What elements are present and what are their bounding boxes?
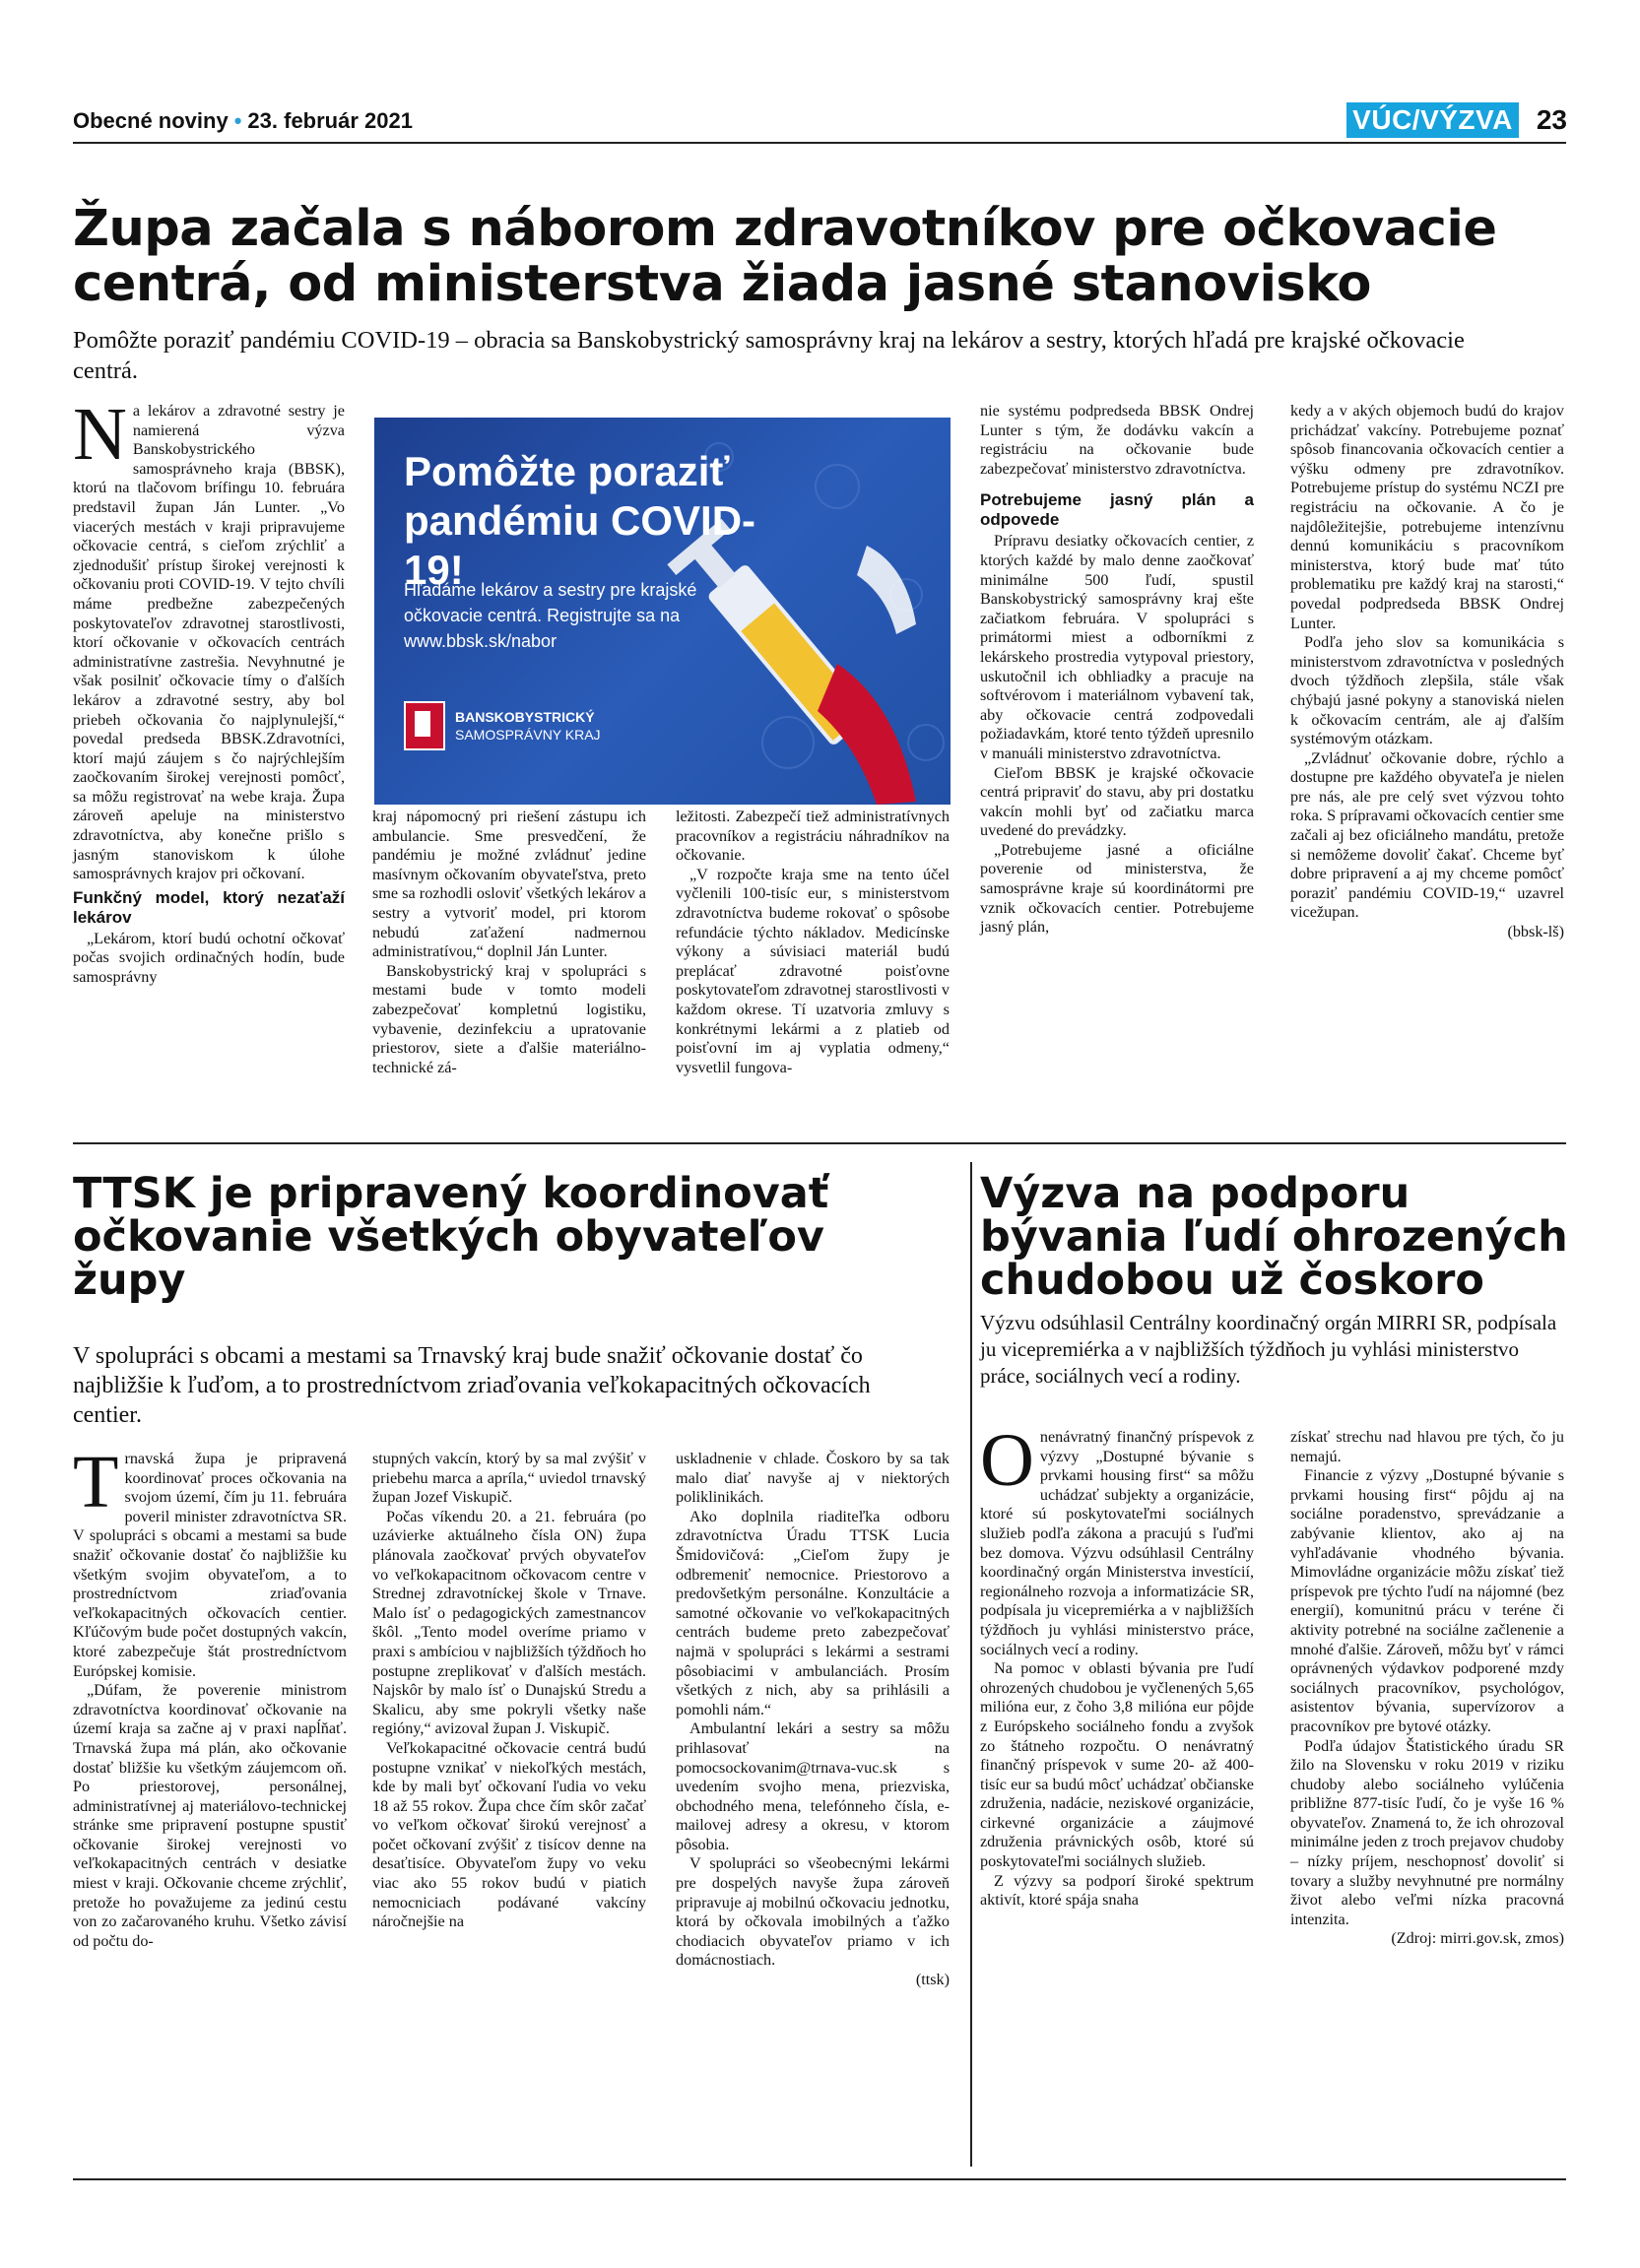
section-header [1346, 102, 1567, 138]
article3-headline [980, 1169, 1571, 1305]
paragraph: Financie z výzvy „Dostupné bývanie s prvkami housing first“ pôjdu aj na sociálne poradenstvo, sprevádzanie a zabývanie klientov, ako aj na vyhľadávanie vhodného bývania. Mimovládne organizácie môžu získať tiež príspevok pre týchto ľudí na nájomné (bez energií), komunitnú prácu v teréne či aktivity potrebné na sociálne začlenenie a mnohé ďalšie. Zároveň, môžu byť v rámci oprávnených výdavkov podporené mzdy sociálnych pracovníkov, psychológov, asistentov bývania, supervízorov a pracovníkov pre bytové otázky. [1290, 1466, 1564, 1735]
paragraph: Z výzvy sa podporí široké spektrum aktivít, ktoré spája snaha [980, 1871, 1254, 1910]
bullet-icon: • [233, 108, 242, 133]
article1-title-line2: centrá, od ministerstva žiada jasné stanovisko [73, 255, 1371, 313]
article1-lead: Pomôžte poraziť pandémiu COVID-19 – obracia sa Banskobystrický samosprávny kraj na lekárov a sestry, ktorých hľadá pre krajské očkovacie centrá. [73, 327, 1465, 384]
top-rule [73, 142, 1566, 144]
masthead [73, 108, 413, 134]
paragraph: kedy a v akých objemoch budú do krajov prichádzať vakcíny. Potrebujeme poznať spôsob financovania očkovacích centier a výšku odmeny pre zdravotníkov. Potrebujeme prístup do systému NCZI pre registráciu na očkovanie. A čo je najdôležitejšie, potrebujeme intenzívnu dennú komunikáciu s pracovníkom ministerstva, ktorý bude mať túto problematiku pre každý kraj na starosti,“ povedal podpredseda BBSK Ondrej Lunter. [1290, 402, 1564, 632]
article1-headline [73, 202, 1550, 312]
paragraph: získať strechu nad hlavou pre tých, čo ju nemajú. [1290, 1428, 1564, 1465]
paragraph: Podľa údajov Štatistického úradu SR žilo na Slovensku v roku 2019 v riziku chudoby alebo sociálneho vylúčenia približne 877-tisíc ľudí, čo je vyše 16 % obyvateľov. Znamená to, že ich ohrozoval minimálne jeden z troch prejavov chudoby – nízky príjem, neschopnosť dovoliť si tovary a služby nevyhnutné pre normálny život alebo veľmi nízka pracovná intenzita. [1290, 1736, 1564, 1928]
column-divider [970, 1162, 972, 2167]
logo-line2: SAMOSPRÁVNY KRAJ [455, 727, 601, 743]
article2-column2 [372, 1450, 646, 1932]
dropcap: T [73, 1441, 119, 1523]
article3-title-line1: Výzva na podporu [980, 1169, 1410, 1218]
subheading: Funkčný model, ktorý nezaťaží lekárov [73, 887, 345, 927]
paragraph: V spolupráci so všeobecnými lekármi pre dospelých navyše župa zároveň pripravuje aj mobilnú očkovaciu jednotku, ktorá by očkovala imobilných a ťažko chodiacich obyvateľov priamo v ich domácnostiach. [676, 1854, 950, 1970]
article3-column1 [980, 1419, 1254, 1911]
paragraph: Veľkokapacitné očkovacie centrá budú postupne vznikať v niekoľkých mestách, kde by mali byť očkovaní ľudia vo veku 18 až 55 rokov. Župa chce čím skôr začať vo veľkom očkovať širokú verejnosť a počet očkovaní zvýšiť z tisícov denne na desaťtisíce. Obyvateľom župy vo veku viac ako 55 rokov budú v piatich nemocniciach podávané vakcíny náročnejšie na [372, 1738, 646, 1931]
section-label: VÚC/VÝZVA [1346, 102, 1519, 138]
article1-column3 [676, 808, 950, 1077]
dropcap: O [980, 1419, 1034, 1502]
issue-date: 23. február 2021 [247, 108, 413, 133]
paragraph: Ako doplnila riaditeľka odboru zdravotníctva Úradu TTSK Lucia Šmidovičová: „Cieľom župy je odbremeniť nemocnice. Priestorovo a predovšetkým personálne. Konzultácie a samotné očkovanie vo veľkokapacitných centrách budeme preto zabezpečovať najmä v spolupráci s lekármi a sestrami pôsobiacimi v ambulanciách. Prosím všetkých z nich, aby sa prihlásili a pomohli nám.“ [676, 1507, 950, 1718]
subheading: Potrebujeme jasný plán a odpovede [980, 490, 1254, 530]
page-number: 23 [1536, 104, 1567, 135]
paragraph: Ambulantní lekári a sestry sa môžu prihlasovať na pomocsockovanim@trnava-vuc.sk s uvedením svojho mena, priezviska, obchodného mena, telefónneho čísla, e-mailovej adresy a okresu, v ktorom pôsobia. [676, 1719, 950, 1853]
paper-name: Obecné noviny [73, 108, 229, 133]
article3-signature: (Zdroj: mirri.gov.sk, zmos) [1391, 1929, 1564, 1948]
paragraph: „Dúfam, že poverenie ministrom zdravotníctva koordinovať očkovanie na území kraja sa začne aj v praxi napĺňať. Trnavská župa má plán, ako očkovanie dostať bližšie ku všetkým záujemcom oň. Po priestorovej, personálnej, administratívnej aj materiálovo-technickej stránke sme pripravení postupne spustiť očkovanie širokej verejnosti vo veľkokapacitných centrách v desiatke miest v kraji. Očkovanie chceme zrýchliť, pretože ho považujeme za jedinú cestu von zo začarovaného kruhu. Všetko závisí od počtu do- [73, 1681, 347, 1950]
paragraph: Banskobystrický kraj v spolupráci s mestami bude v tomto modeli zabezpečovať kompletnú logistiku, vybavenie, dezinfekciu a upratovanie priestorov, siete a ďalšie materiálno-technické zá- [372, 961, 646, 1076]
article3-column2 [1290, 1428, 1564, 1949]
article1-column2 [372, 808, 646, 1077]
paragraph: Podľa jeho slov sa komunikácia s ministerstvom zdravotníctva v posledných dvoch týždňoch zlepšila, stále však chýbajú jasné pokyny a stanoviská nielen k očkovacím centrám, ale aj ďalším systémovým otázkam. [1290, 633, 1564, 748]
paragraph: nie systému podpredseda BBSK Ondrej Lunter s tým, že dodávku vakcín a registráciu na očkovanie bude zabezpečovať ministerstvo zdravotníctva. [980, 402, 1254, 478]
paragraph: „Potrebujeme jasné a oficiálne poverenie od ministerstva, že samosprávne kraje sú koordinátormi pre vznik očkovacích centier. Potrebujeme jasný plán, [980, 840, 1254, 937]
article2-title-line2: očkovanie všetkých obyvateľov [73, 1212, 824, 1262]
paragraph: kraj nápomocný pri riešení zástupu ich ambulancie. Sme presvedčení, že pandémiu je možné zvládnuť jedine masívnym očkovaním obyvateľstva, preto sme sa rozhodli osloviť všetkých lekárov a sestry a vytvoriť model, pri ktorom nebudú zaťažení nadmernou administratívou,“ doplnil Ján Lunter. [372, 808, 646, 961]
article2-signature: (ttsk) [915, 1971, 950, 1989]
paragraph: nenávratný finančný príspevok z výzvy „Dostupné bývanie s prvkami housing first“ sa môžu uchádzať subjekty a organizácie, ktoré sú poskytovateľmi sociálnych služieb podľa zákona a pracujú s ľuďmi bez domova. Výzvu odsúhlasil Centrálny koordinačný orgán Ministerstva investícií, regionálneho rozvoja a informatizácie SR, podpísala ju vicepremiérka a v najbližších týždňoch ju vyhlási ministerstvo práce, sociálnych vecí a rodiny. [980, 1428, 1254, 1658]
paragraph: „V rozpočte kraja sme na tento účel vyčlenili 100-tisíc eur, s ministerstvom zdravotníctva budeme rokovať o spôsobe refundácie týchto nákladov. Medicínske výkony a súvisiaci materiál budú preplácať zdravotné poisťovne poskytovateľom zdravotnej starostlivosti v každom okrese. Tí uzatvoria zmluvy s konkrétnymi lekármi a z platieb od poisťovní im aj vyplatia odmeny,“ vysvetlil fungova- [676, 865, 950, 1076]
paragraph: Počas víkendu 20. a 21. februára (po uzávierke aktuálneho čísla ON) župa plánovala zaočkovať prvých obyvateľov vo veľkokapacitnom očkovacom centre v Strednej zdravotníckej škole v Trnave. Malo ísť o pedagogických zamestnancov škôl. „Tento model overíme priamo v praxi s ambíciou v najbližších týždňoch ho postupne zreplikovať v ďalších mestách. Najskôr by malo ísť o Dunajskú Stredu a Skalicu, aby sme pokryli všetky naše regióny,“ avizoval župan J. Viskupič. [372, 1507, 646, 1738]
article1-column1 [73, 393, 345, 988]
article1-column4 [980, 402, 1254, 938]
paragraph: uskladnenie v chlade. Čoskoro by sa tak malo diať navyše aj v niektorých poliklinikách. [676, 1450, 950, 1507]
crest-icon [404, 701, 445, 750]
article2-title-line1: TTSK je pripravený koordinovať [73, 1169, 829, 1218]
paragraph: stupných vakcín, ktorý by sa mal zvýšiť v priebehu marca a apríla,“ uviedol trnavský župan Jozef Viskupič. [372, 1450, 646, 1507]
article2-column1 [73, 1441, 347, 1951]
vaccination-ad-banner [374, 418, 951, 805]
article2-title-line3: župy [73, 1256, 186, 1305]
ad-title: Pomôžte poraziť pandémiu COVID-19! [404, 448, 756, 593]
ad-text: Hľadáme lekárov a sestry pre krajské očkovacie centrá. Registrujte sa na www.bbsk.sk/nabor [404, 580, 697, 651]
article3-lead: Výzvu odsúhlasil Centrálny koordinačný orgán MIRRI SR, podpísala ju vicepremiérka a v najbližších týždňoch ju vyhlási ministerstvo práce, sociálnych vecí a rodiny. [980, 1311, 1557, 1388]
bottom-rule [73, 2178, 1566, 2180]
paragraph: „Lekárom, ktorí budú ochotní očkovať počas svojich ordinačných hodín, bude samosprávny [73, 929, 345, 987]
article1-title-line1: Župa začala s náborom zdravotníkov pre očkovacie [73, 200, 1497, 258]
paragraph: „Zvládnuť očkovanie dobre, rýchlo a dostupne pre každého obyvateľa je nielen pre nás, ale pre celý svet výzvou tohto roka. S prípravami očkovacích centier sme začali aj bez oficiálneho mandátu, pretože si nemôžeme dovoliť čakať. Chceme byť dobre pripravení a aj my chceme pomôcť poraziť pandémiu COVID-19,“ uzavrel vicežupan. [1290, 748, 1564, 922]
article3-title-line3: chudobou už čoskoro [980, 1256, 1484, 1305]
article2-column3 [676, 1450, 950, 1990]
article2-headline [73, 1169, 950, 1305]
paragraph: Na pomoc v oblasti bývania pre ľudí ohrozených chudobou je vyčlenených 5,65 milióna eur, z čoho 3,8 milióna eur pôjde z Európskeho sociálneho fondu a zvyšok zo štátneho rozpočtu. O nenávratný finančný príspevok v sume 20- až 400-tisíc eur sa budú môcť uchádzať občianske združenia, nadácie, neziskové organizácie, cirkevné organizácie a záujmové združenia právnických osôb, ktoré sú poskytovateľmi sociálnych služieb. [980, 1659, 1254, 1871]
logo-line1: BANSKOBYSTRICKÝ [455, 709, 595, 725]
article1-column5 [1290, 402, 1564, 942]
article1-signature: (bbsk-lš) [1507, 923, 1564, 941]
paragraph: ležitosti. Zabezpečí tiež administratívnych pracovníkov a registráciu náhradníkov na očkovanie. [676, 808, 950, 865]
paragraph: rnavská župa je pripravená koordinovať proces očkovania na svojom území, čím ju 11. februára poveril minister zdravotníctva SR. V spolupráci s obcami a mestami sa bude snažiť očkovanie dostať čo najbližšie ku všetkým svojim obyvateľom, a to prostredníctvom zriaďovania veľkokapacitných očkovacích centier. Kľúčovým bude počet dostupných vakcín, ktoré zabezpečuje štát prostredníctvom Európskej komisie. [73, 1450, 347, 1680]
dropcap: N [73, 393, 127, 476]
bbsk-logo [404, 701, 601, 750]
paragraph: a lekárov a zdravotné sestry je namierená výzva Banskobystrického samosprávneho kraja (BBSK), ktorú na tlačovom brífingu 10. februára predstavil župan Ján Lunter. „Vo viacerých mestách v kraji pripravujeme očkovacie centrá, s cieľom zrýchliť a zjednodušiť prístup širokej verejnosti k očkovaniu proti COVID-19. V tejto chvíli máme predbežne zabezpečených poskytovateľov zdravotnej starostlivosti, ktorí očkovanie v očkovacích centrách administratívne zastrešia. Nevyhnutné je však posilniť očkovacie tímy o ďalších lekárov a zdravotné sestry, aby bol priebeh očkovania čo najplynulejší,“ povedal predseda BBSK.Zdravotníci, ktorí majú záujem s čo najrýchlejším zaočkovaním širokej verejnosti pomôcť, sa môžu registrovať na webe kraja. Župa zároveň apeluje na ministerstvo zdravotníctva, aby konečne prišlo s jasným stanoviskom k úlohe samosprávnych krajov pri očkovaní. [73, 402, 345, 883]
article2-lead: V spolupráci s obcami a mestami sa Trnavský kraj bude snažiť očkovanie dostať čo najbližšie k ľuďom, a to prostredníctvom zriaďovania veľkokapacitných očkovacích centier. [73, 1343, 871, 1428]
mid-rule [73, 1142, 1566, 1144]
paragraph: Cieľom BBSK je krajské očkovacie centrá pripraviť do stavu, aby pri dostatku vakcín mohli byť od začiatku marca uvedené do prevádzky. [980, 763, 1254, 840]
paragraph: Prípravu desiatky očkovacích centier, z ktorých každé by malo denne zaočkovať minimálne 500 ľudí, spustil Banskobystrický samosprávny kraj ešte začiatkom februára. V spolupráci s primátormi miest a odborníkmi z lekárskeho prostredia vytypoval priestory, uskutočnil ich obhliadky a pracuje na softvérovom i materiálnom vybavení tak, aby očkovacie centrá zodpovedali požiadavkám, ktoré tento týždeň upresnilo v manuáli ministerstvo zdravotníctva. [980, 532, 1254, 762]
article3-title-line2: bývania ľudí ohrozených [980, 1212, 1568, 1262]
